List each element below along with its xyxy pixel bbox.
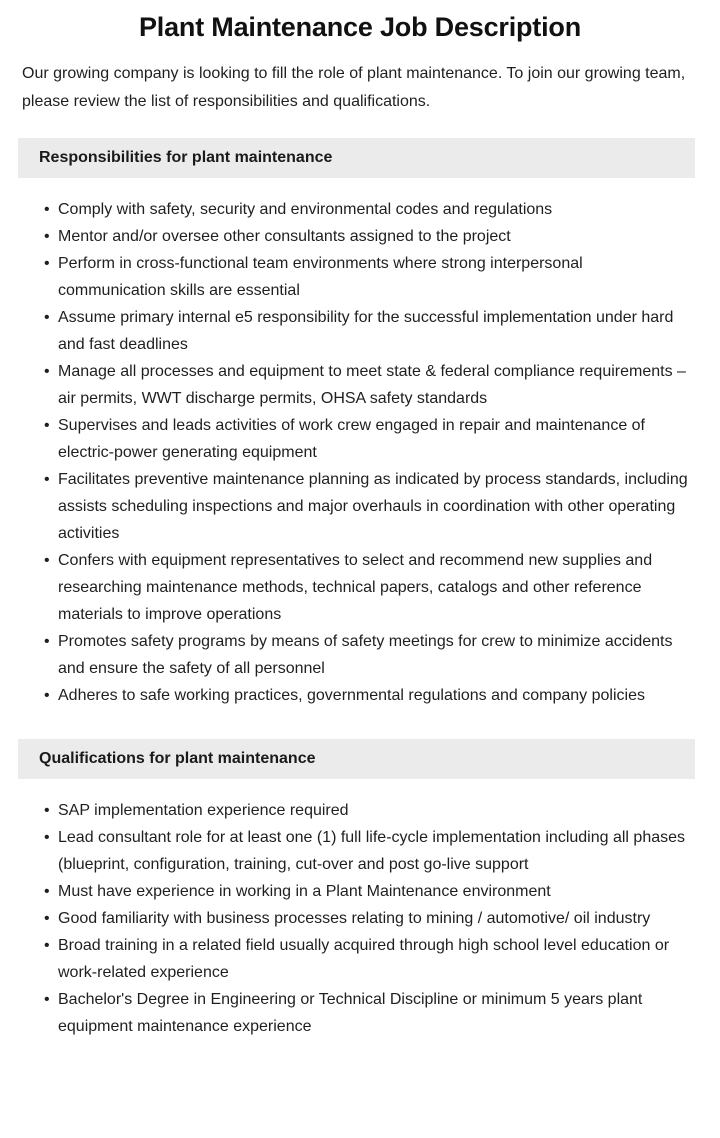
list-item	[44, 412, 694, 466]
bullet-icon: •	[44, 201, 50, 218]
list-item-text: Supervises and leads activities of work crew engaged in repair and maintenance of electric-power generating equipment	[58, 417, 645, 461]
bullet-icon: •	[44, 309, 50, 326]
list-item-text: Broad training in a related field usually acquired through high school level education or work-related experience	[58, 937, 670, 981]
bullet-icon: •	[44, 228, 50, 245]
bullet-icon: •	[44, 471, 50, 488]
bullet-icon: •	[44, 552, 50, 569]
list-item-text: Bachelor's Degree in Engineering or Technical Discipline or minimum 5 years plant equipment maintenance experience	[58, 991, 643, 1035]
list-item-text: Confers with equipment representatives to select and recommend new supplies and researching maintenance methods, technical papers, catalogs and other reference materials to improve operations	[58, 552, 653, 623]
section-qualifications	[0, 739, 720, 1040]
bullet-icon: •	[44, 363, 50, 380]
section-heading-label: Responsibilities for plant maintenance	[39, 149, 333, 166]
section-header-responsibilities	[18, 138, 695, 178]
list-item-text: Assume primary internal e5 responsibility for the successful implementation under hard and fast deadlines	[58, 309, 674, 353]
list-item-text: Adheres to safe working practices, governmental regulations and company policies	[58, 687, 645, 704]
bullet-icon: •	[44, 633, 50, 650]
bullet-icon: •	[44, 829, 50, 846]
section-responsibilities	[0, 138, 720, 709]
bullet-icon: •	[44, 937, 50, 954]
list-item-text: Lead consultant role for at least one (1) full life-cycle implementation including all phases (blueprint, configuration, training, cut-over and post go-live support	[58, 829, 686, 873]
list-item	[44, 824, 694, 878]
qualifications-list	[0, 779, 720, 1040]
list-item-text: Mentor and/or oversee other consultants assigned to the project	[58, 228, 511, 245]
list-item-text: Manage all processes and equipment to meet state & federal compliance requirements – air permits, WWT discharge permits, OHSA safety standards	[58, 363, 686, 407]
list-item	[44, 932, 694, 986]
list-item	[44, 797, 694, 824]
list-item-text: SAP implementation experience required	[58, 802, 349, 819]
bullet-icon: •	[44, 883, 50, 900]
list-item	[44, 250, 694, 304]
intro-paragraph: Our growing company is looking to fill the role of plant maintenance. To join our growing team, please review the list of responsibilities and qualifications.	[22, 65, 686, 110]
list-item-text: Perform in cross-functional team environments where strong interpersonal communication skills are essential	[58, 255, 583, 299]
page-bottom-spacer	[0, 1040, 720, 1070]
section-header-qualifications	[18, 739, 695, 779]
bullet-icon: •	[44, 802, 50, 819]
bullet-icon: •	[44, 910, 50, 927]
list-item	[44, 905, 694, 932]
section-heading-label: Qualifications for plant maintenance	[39, 750, 316, 767]
list-item-text: Facilitates preventive maintenance planning as indicated by process standards, including assists scheduling inspections and major overhauls in coordination with other operating activities	[58, 471, 688, 542]
responsibilities-list	[0, 178, 720, 709]
list-item-text: Good familiarity with business processes relating to mining / automotive/ oil industry	[58, 910, 651, 927]
page-title: Plant Maintenance Job Description	[139, 12, 581, 42]
list-item	[44, 986, 694, 1040]
list-item	[44, 358, 694, 412]
list-item	[44, 547, 694, 628]
list-item-text: Must have experience in working in a Plant Maintenance environment	[58, 883, 551, 900]
list-item-text: Promotes safety programs by means of safety meetings for crew to minimize accidents and ensure the safety of all personnel	[58, 633, 673, 677]
list-item	[44, 878, 694, 905]
list-item	[44, 466, 694, 547]
bullet-icon: •	[44, 687, 50, 704]
list-item-text: Comply with safety, security and environmental codes and regulations	[58, 201, 553, 218]
list-item	[44, 196, 694, 223]
list-item	[44, 628, 694, 682]
list-item	[44, 223, 694, 250]
list-item	[44, 304, 694, 358]
bullet-icon: •	[44, 991, 50, 1008]
bullet-icon: •	[44, 417, 50, 434]
list-item	[44, 682, 694, 709]
bullet-icon: •	[44, 255, 50, 272]
